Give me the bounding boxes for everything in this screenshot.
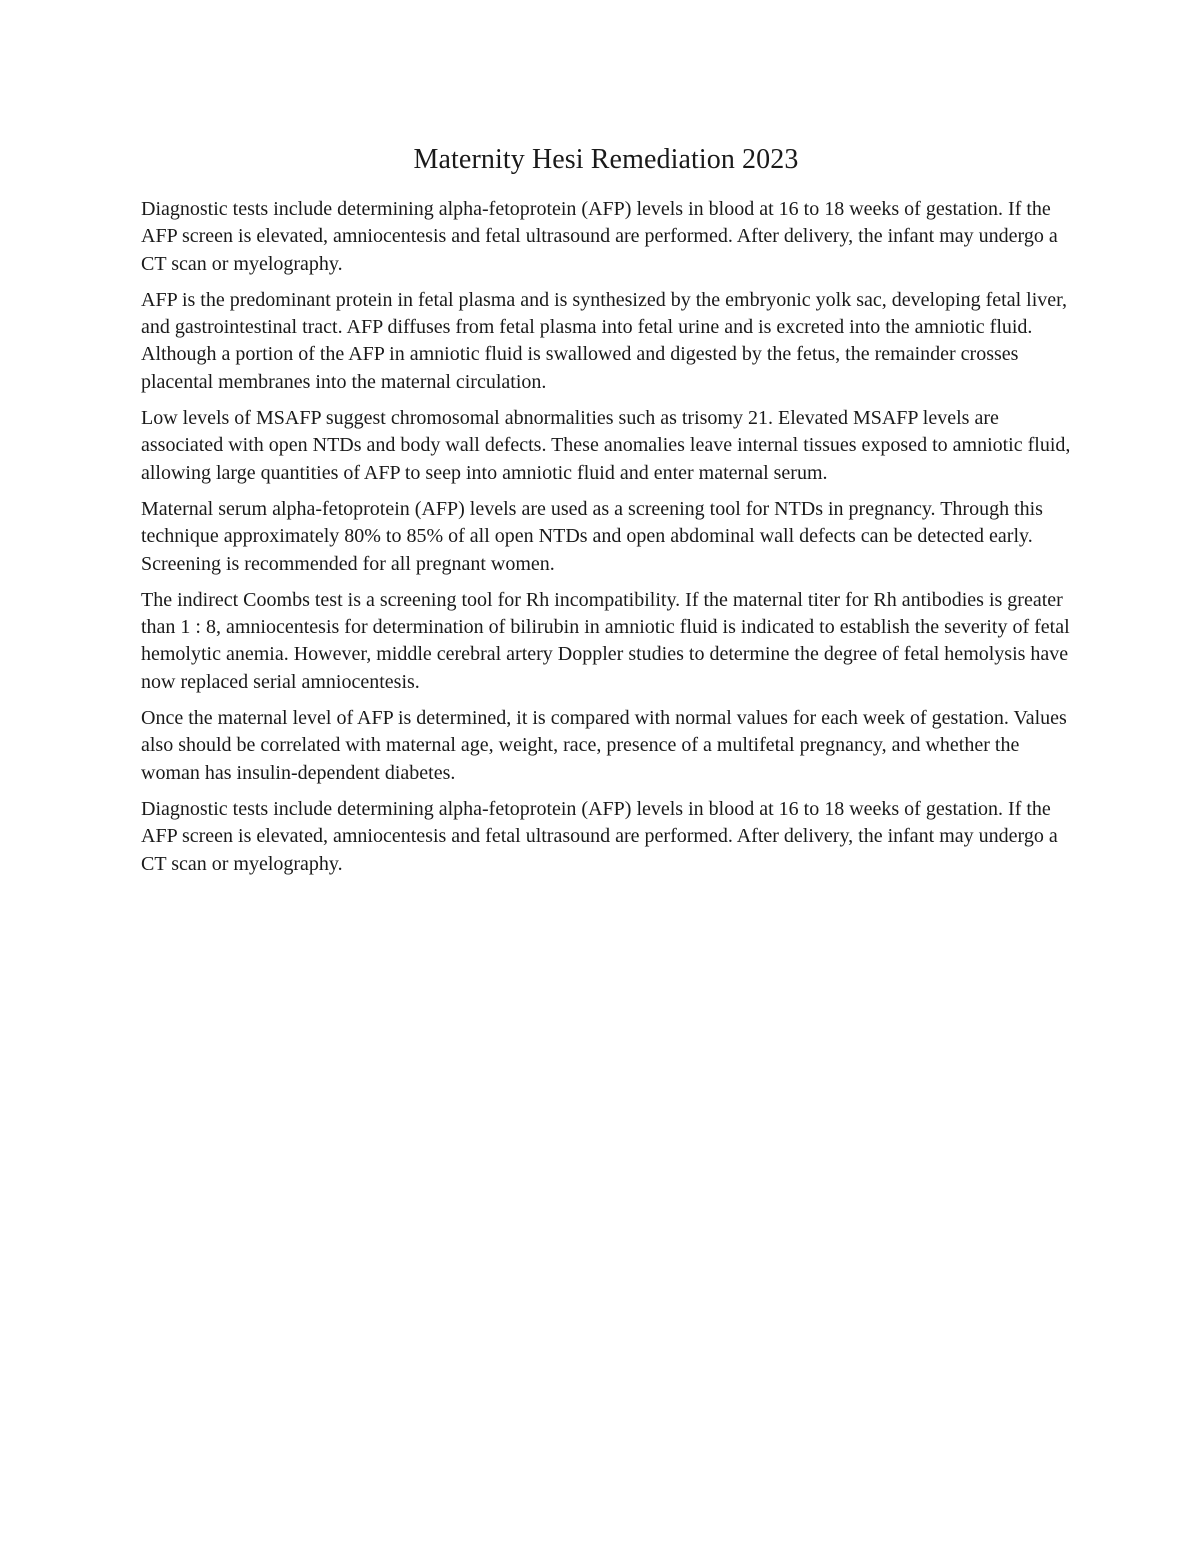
- document-page: [141, 140, 1071, 887]
- paragraph: Low levels of MSAFP suggest chromosomal abnormalities such as trisomy 21. Elevated MSAFP levels are associated with open NTDs and body wall defects. These anomalies leave internal tissues exposed to amniotic fluid, allowing large quantities of AFP to seep into amniotic fluid and enter maternal serum.: [141, 407, 1071, 484]
- paragraph: Maternal serum alpha-fetoprotein (AFP) levels are used as a screening tool for NTDs in pregnancy. Through this technique approximately 80% to 85% of all open NTDs and open abdominal wall defects can be detected early. Screening is recommended for all pregnant women.: [141, 497, 1043, 575]
- paragraph: The indirect Coombs test is a screening tool for Rh incompatibility. If the maternal titer for Rh antibodies is greater than 1 : 8, amniocentesis for determination of bilirubin in amniotic fluid is indicated to establish the severity of fetal hemolytic anemia. However, middle cerebral artery Doppler studies to determine the degree of fetal hemolysis have now replaced serial amniocentesis.: [141, 588, 1070, 693]
- paragraph: Once the maternal level of AFP is determined, it is compared with normal values for each week of gestation. Values also should be correlated with maternal age, weight, race, presence of a multifetal pregnancy, and whether the woman has insulin-dependent diabetes.: [141, 707, 1067, 784]
- paragraph: Diagnostic tests include determining alpha-fetoprotein (AFP) levels in blood at 16 to 18 weeks of gestation. If the AFP screen is elevated, amniocentesis and fetal ultrasound are performed. After delivery, the infant may undergo a CT scan or myelography.: [141, 198, 1058, 275]
- paragraph: Diagnostic tests include determining alpha-fetoprotein (AFP) levels in blood at 16 to 18 weeks of gestation. If the AFP screen is elevated, amniocentesis and fetal ultrasound are performed. After delivery, the infant may undergo a CT scan or myelography.: [141, 797, 1058, 875]
- document-title: Maternity Hesi Remediation 2023: [413, 144, 799, 175]
- paragraph: AFP is the predominant protein in fetal plasma and is synthesized by the embryonic yolk sac, developing fetal liver, and gastrointestinal tract. AFP diffuses from fetal plasma into fetal urine and is excreted into the amniotic fluid. Although a portion of the AFP in amniotic fluid is swallowed and digested by the fetus, the remainder crosses placental membranes into the maternal circulation.: [141, 288, 1068, 393]
